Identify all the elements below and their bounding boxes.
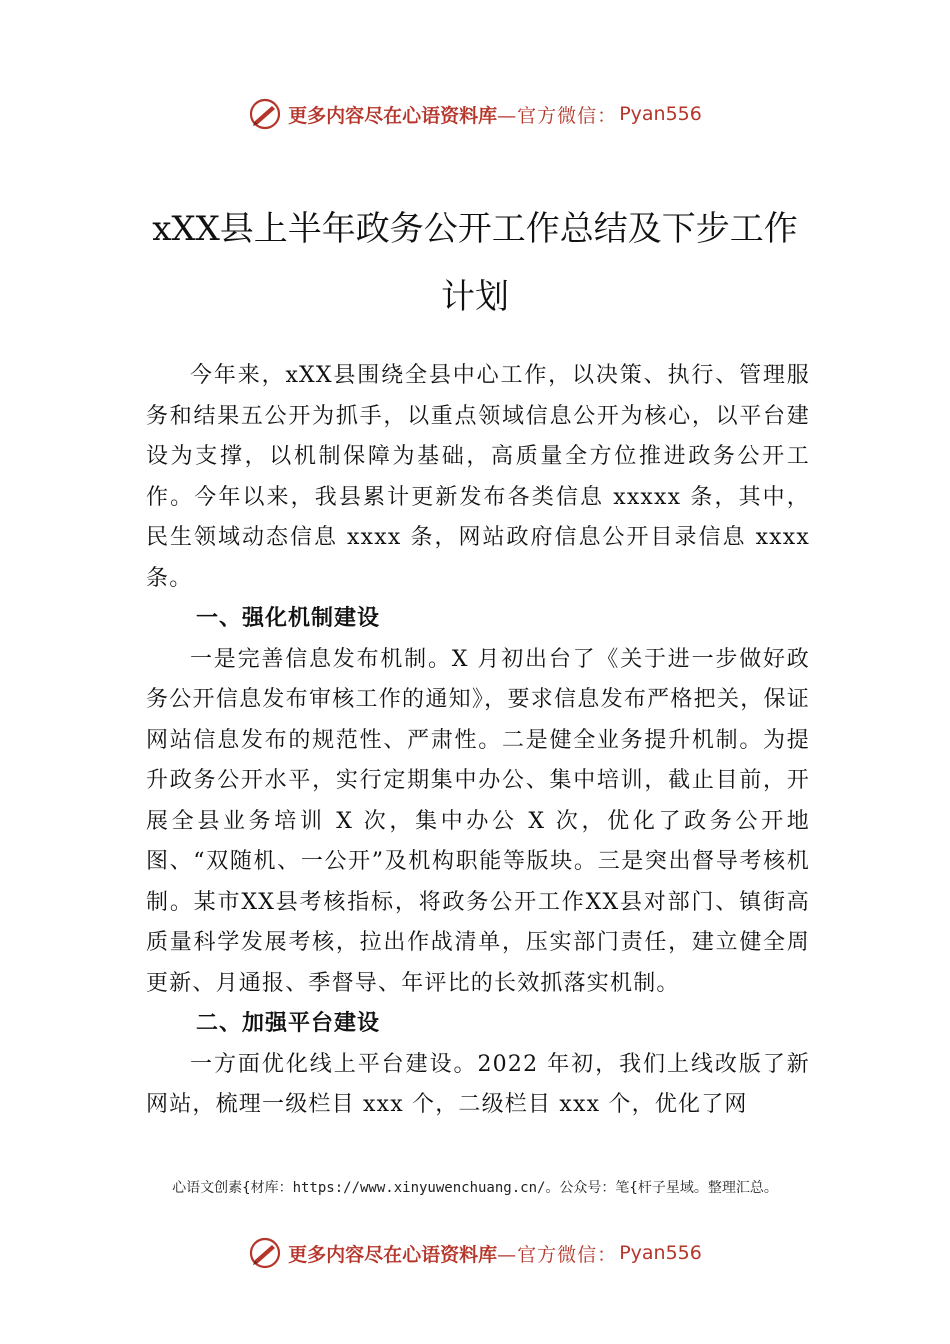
document-body — [146, 356, 810, 1126]
section-2-paragraph: 一方面优化线上平台建设。2022 年初，我们上线改版了新网站，梳理一级栏目 xxx 个，二级栏目 xxx 个，优化了网 — [146, 1051, 810, 1117]
banner-wechat-id: Pyan556 — [619, 103, 702, 125]
section-heading-2: 二、加强平台建设 — [196, 1011, 381, 1036]
banner-separator-text: —官方微信： — [497, 104, 618, 127]
banner-main-text: 更多内容尽在心语资料库 — [288, 104, 498, 127]
section-1-paragraph: 一是完善信息发布机制。X 月初出台了《关于进一步做好政务公开信息发布审核工作的通知》，要求信息发布严格把关，保证网站信息发布的规范性、严肃性。二是健全业务提升机制。为提升政务公开水平，实行定期集中办公、集中培训，截止目前，开展全县业务培训 X 次，集中办公 X 次，优化了政务公开地图、“双随机、一公开”及机构职能等版块。三是突出督导考核机制。某市XX县考核指标，将政务公开工作XX县对部门、镇街高质量科学发展考核，拉出作战清单，压实部门责任，建立健全周更新、月通报、季督导、年评比的长效抓落实机制。 — [146, 646, 810, 996]
footer-source-note: 心语文创素{材库：https://www.xinyuwenchuang.cn/。公众号：笔{杆子星域。整理汇总。 — [172, 1180, 778, 1196]
intro-paragraph: 今年来，xXX县围绕全县中心工作，以决策、执行、管理服务和结果五公开为抓手，以重点领域信息公开为核心，以平台建设为支撑，以机制保障为基础，高质量全方位推进政务公开工作。今年以来，我县累计更新发布各类信息 xxxxx 条，其中，民生领域动态信息 xxxx 条，网站政府信息公开目录信息 xxxx 条。 — [146, 363, 810, 591]
section-heading-1: 一、强化机制建设 — [196, 606, 381, 631]
footer-banner — [0, 1233, 950, 1273]
header-banner — [0, 94, 950, 134]
banner-separator-text: —官方微信： — [497, 1243, 618, 1266]
banner-wechat-id: Pyan556 — [619, 1242, 702, 1264]
pen-logo-icon — [248, 1236, 282, 1270]
document-title: xXX县上半年政务公开工作总结及下步工作计划 — [152, 209, 798, 317]
pen-logo-icon — [248, 97, 282, 131]
banner-main-text: 更多内容尽在心语资料库 — [288, 1243, 498, 1266]
